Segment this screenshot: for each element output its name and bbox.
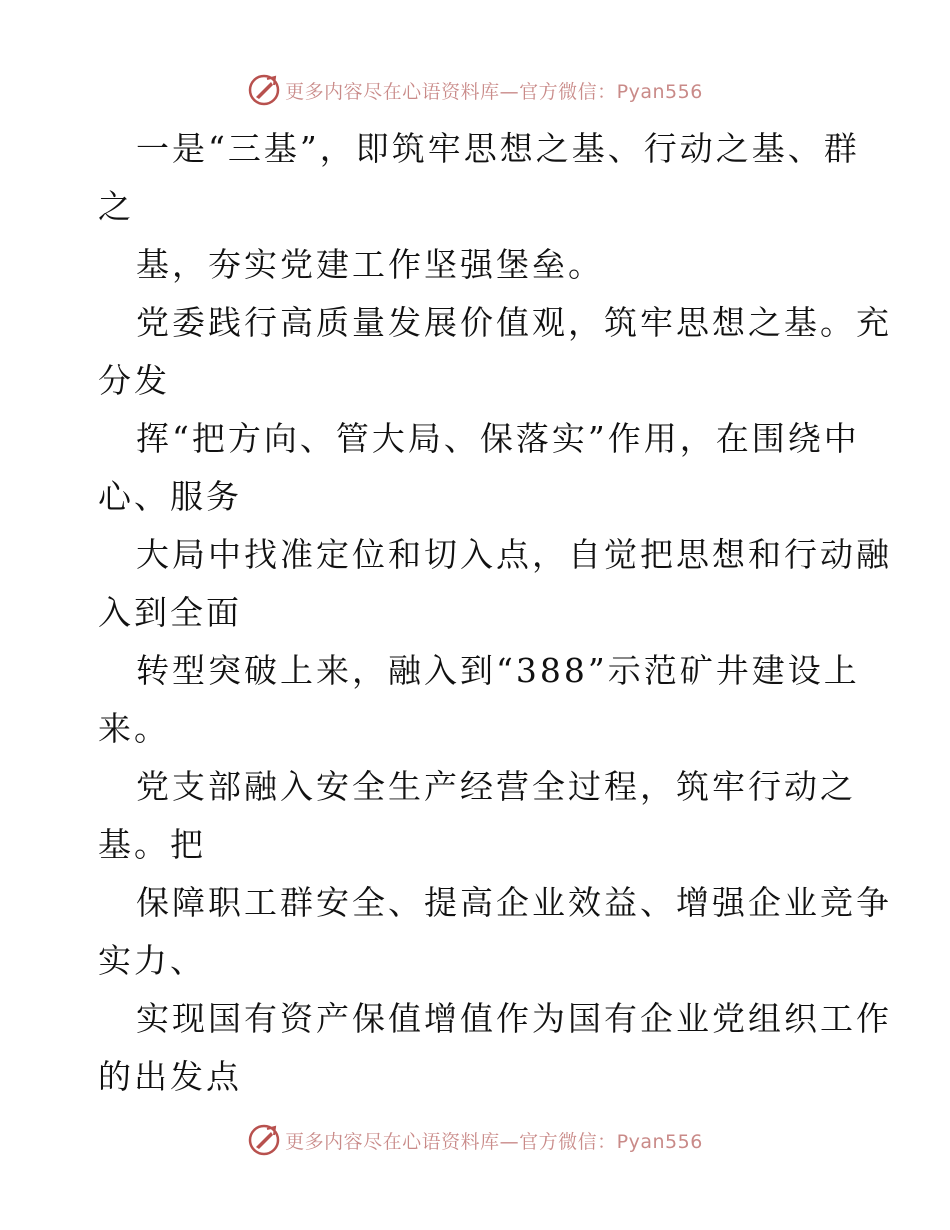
text-line: 党委践行高质量发展价值观，筑牢思想之基。充 [136, 303, 892, 342]
quill-emblem-icon [247, 1123, 281, 1157]
text-line: 的出发点 [98, 1057, 242, 1096]
text-line: 来。 [98, 709, 170, 748]
quill-emblem-icon [247, 73, 281, 107]
watermark-text: 更多内容尽在心语资料库—官方微信：Pyan556 [285, 80, 703, 103]
text-line: 保障职工群安全、提高企业效益、增强企业竞争 [136, 883, 892, 922]
header-watermark [0, 72, 950, 108]
text-line: 分发 [98, 361, 170, 400]
text-line: 心、服务 [98, 477, 242, 516]
text-line: 大局中找准定位和切入点，自觉把思想和行动融 [136, 535, 892, 574]
text-line: 实现国有资产保值增值作为国有企业党组织工作 [136, 999, 892, 1038]
watermark-text: 更多内容尽在心语资料库—官方微信：Pyan556 [285, 1130, 703, 1153]
text-line: 实力、 [98, 941, 206, 980]
text-line: 基。把 [98, 825, 206, 864]
text-line: 之 [98, 187, 134, 226]
text-line: 挥“把方向、管大局、保落实”作用，在围绕中 [136, 419, 860, 458]
text-line: 基，夯实党建工作坚强堡垒。 [136, 245, 604, 284]
document-body [98, 120, 892, 1106]
text-line: 入到全面 [98, 593, 242, 632]
footer-watermark [0, 1122, 950, 1158]
text-line: 党支部融入安全生产经营全过程，筑牢行动之 [136, 767, 856, 806]
text-line: 转型突破上来，融入到“388”示范矿井建设上 [136, 651, 860, 690]
text-line: 一是“三基”，即筑牢思想之基、行动之基、群 [136, 129, 860, 168]
